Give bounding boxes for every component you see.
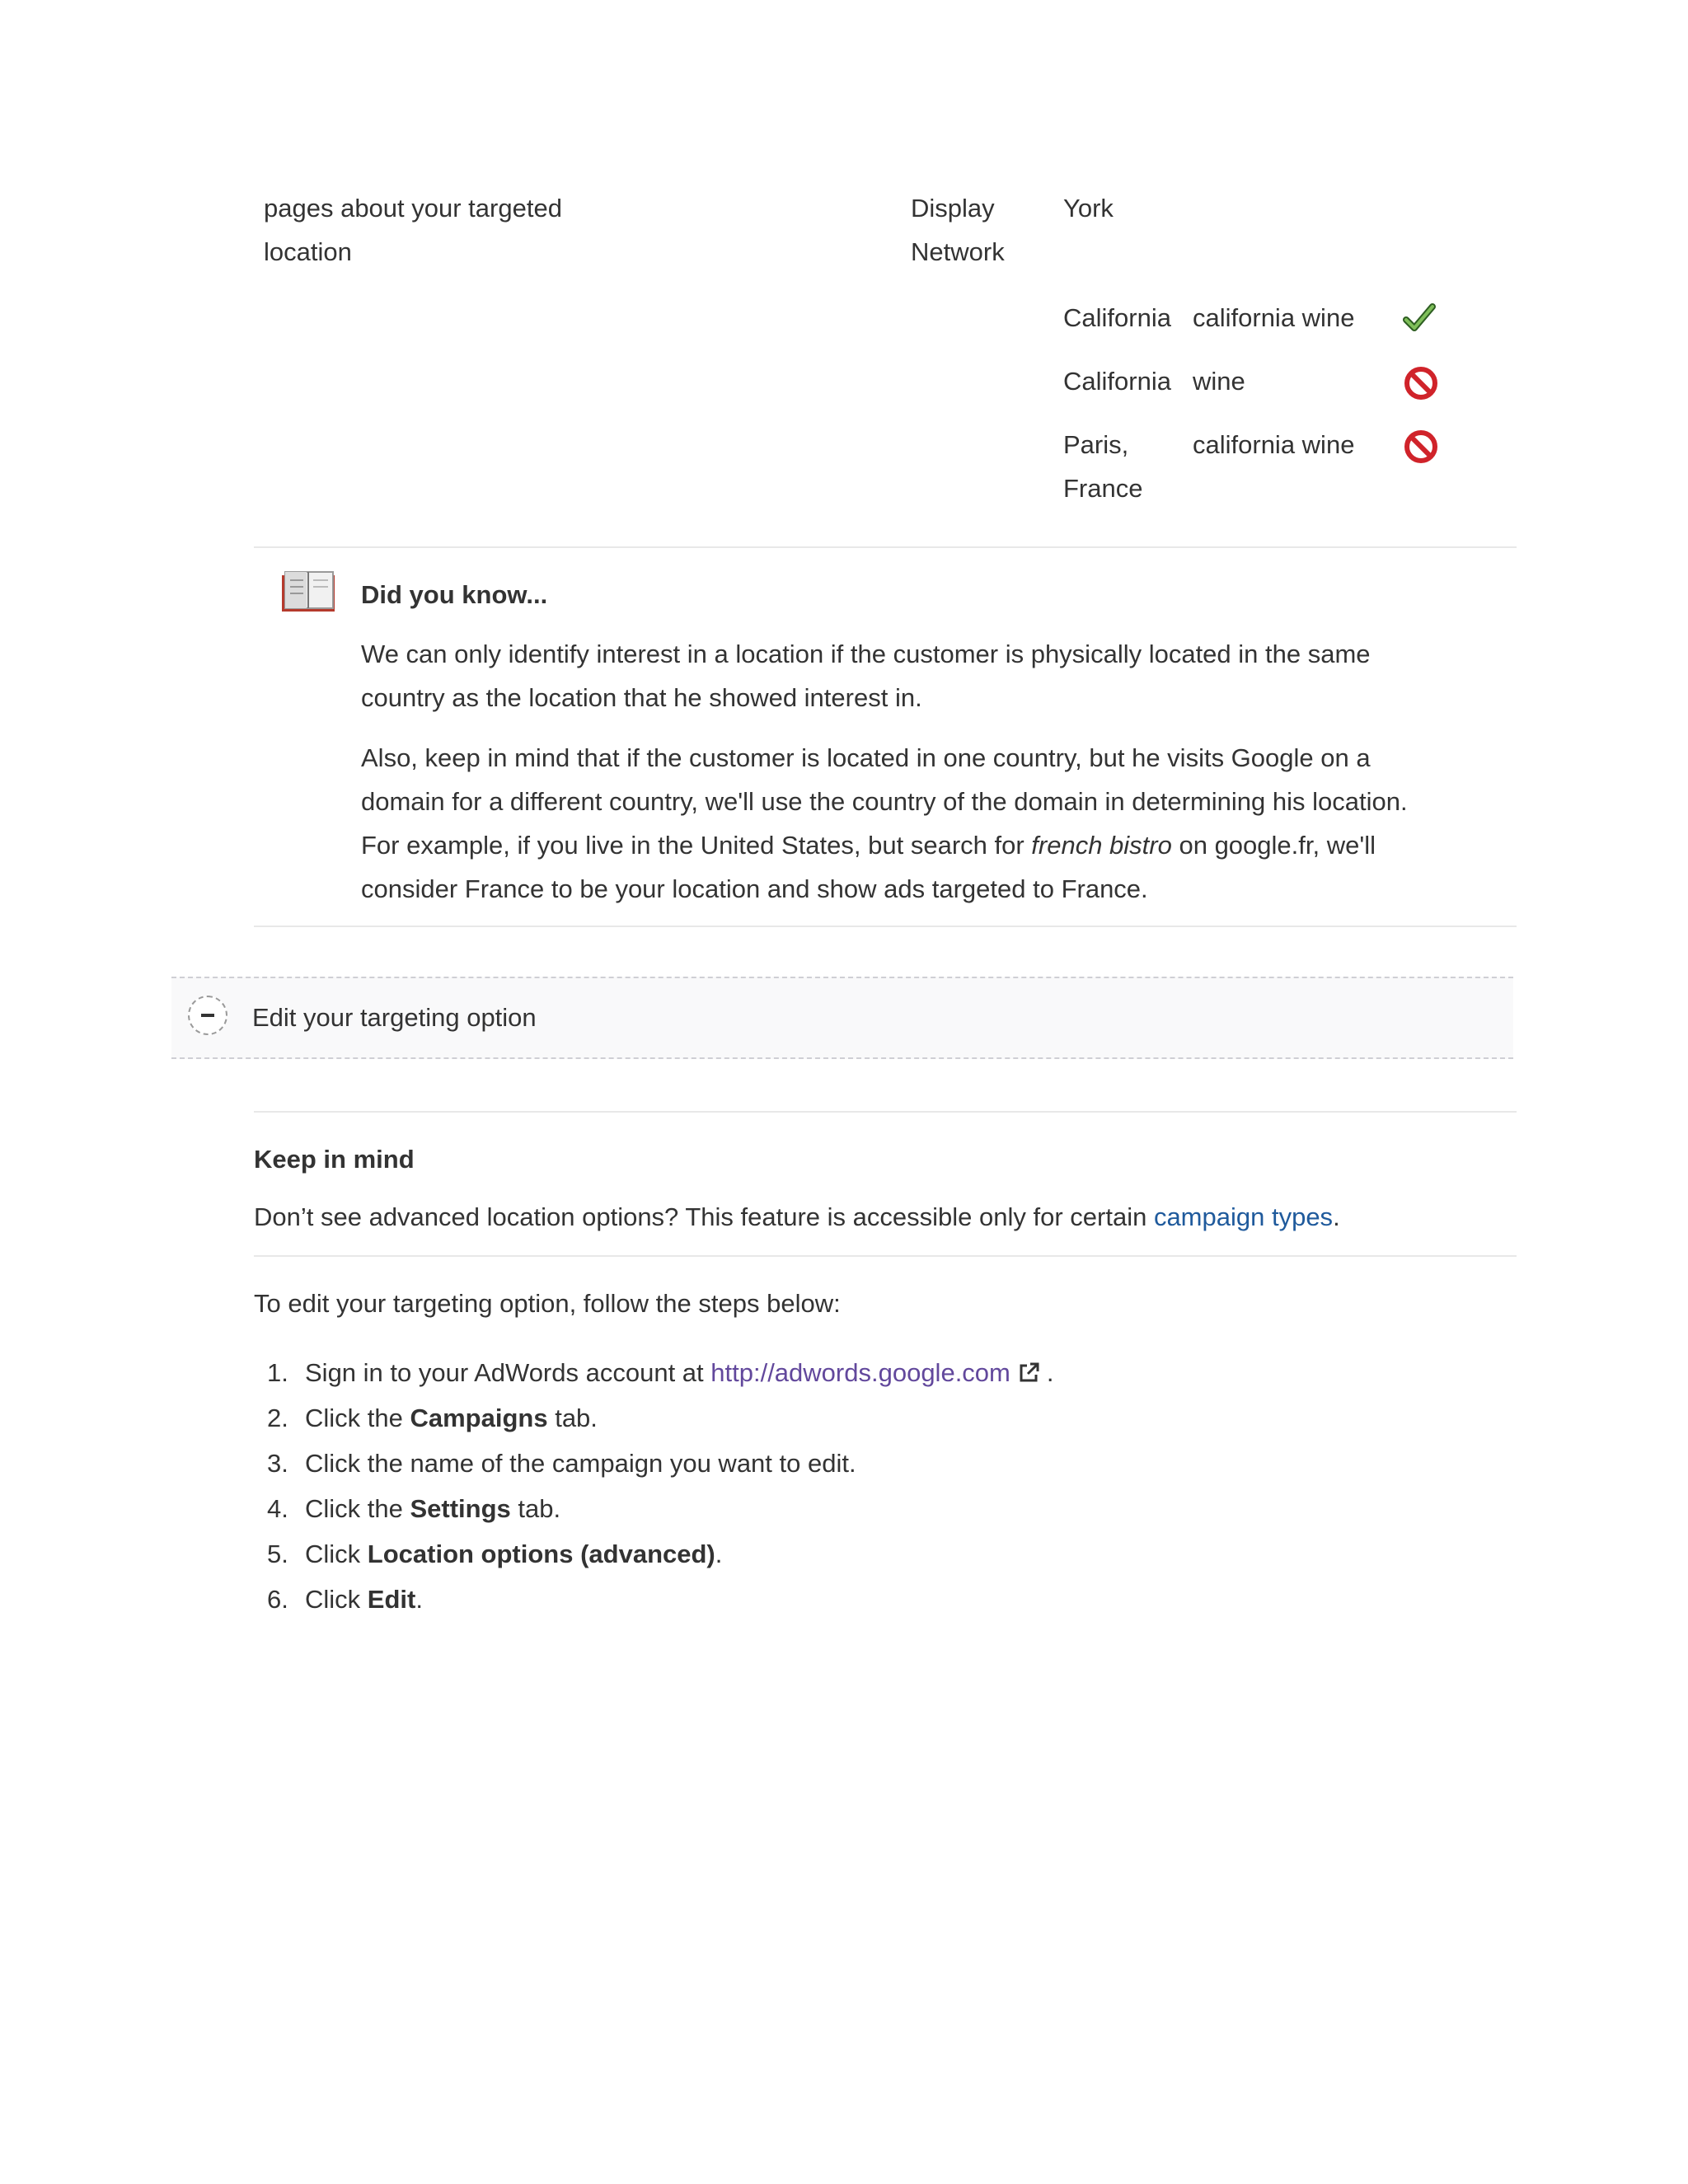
text-line: We can only identify interest in a location if the customer is physically located in the same — [361, 640, 1371, 668]
step-text: Click the — [305, 1494, 410, 1523]
external-link-icon[interactable] — [1019, 1361, 1040, 1383]
row-query: california wine — [1193, 303, 1355, 332]
keep-in-mind-title: Keep in mind — [254, 1145, 415, 1174]
list-item — [254, 1531, 1408, 1577]
text-fragment: Don’t see advanced location options? This feature is accessible only for certain — [254, 1202, 1154, 1231]
divider — [254, 1111, 1517, 1113]
text-line: domain for a different country, we'll use the country of the domain in determining his location. — [361, 787, 1408, 816]
text-fragment: . — [1333, 1202, 1340, 1231]
table-row — [1063, 423, 1142, 510]
table-row — [1063, 359, 1171, 403]
list-item — [254, 1395, 1408, 1441]
step-text: tab. — [547, 1404, 598, 1432]
step-number: 6. — [267, 1585, 288, 1614]
did-you-know-paragraph — [361, 632, 1465, 719]
step-text: . — [715, 1540, 723, 1568]
steps-intro: To edit your targeting option, follow the steps below: — [254, 1289, 841, 1318]
campaign-types-link[interactable]: campaign types — [1153, 1202, 1334, 1231]
row-query: wine — [1193, 367, 1245, 396]
did-you-know-title: Did you know... — [361, 580, 548, 609]
step-number: 4. — [267, 1494, 288, 1523]
text-fragment: For example, if you live in the United States, but search for — [361, 831, 1032, 860]
table-cell-description — [264, 186, 562, 274]
list-item — [254, 1577, 1408, 1622]
divider — [254, 1255, 1517, 1257]
text-line: country as the location that he showed interest in. — [361, 683, 922, 712]
ui-term: Campaigns — [410, 1404, 548, 1432]
description-line: location — [264, 237, 352, 266]
collapse-minus-icon[interactable] — [188, 996, 227, 1035]
did-you-know-body — [361, 632, 1465, 927]
list-item — [254, 1441, 1408, 1486]
table-cell-network — [911, 186, 1005, 274]
row-location: France — [1063, 474, 1143, 503]
row-query: california wine — [1193, 430, 1355, 459]
step-text: Click the name of the campaign you want to edit. — [305, 1449, 856, 1478]
row-location: Paris, — [1063, 430, 1129, 459]
step-number: 5. — [267, 1540, 288, 1568]
step-text: Sign in to your AdWords account at — [305, 1358, 711, 1387]
book-icon — [280, 569, 338, 615]
row-location: California — [1063, 367, 1171, 396]
step-text: Click — [305, 1540, 368, 1568]
check-icon — [1401, 300, 1437, 336]
did-you-know-paragraph — [361, 736, 1465, 911]
row-location: California — [1063, 303, 1171, 332]
table-row — [1063, 296, 1171, 340]
divider — [254, 926, 1517, 927]
step-number: 2. — [267, 1404, 288, 1432]
example-query: french bistro — [1031, 831, 1172, 860]
step-number: 1. — [267, 1358, 288, 1387]
text-line: Also, keep in mind that if the customer is located in one country, but he visits Google on a — [361, 743, 1371, 772]
step-text: tab. — [510, 1494, 561, 1523]
list-item — [254, 1350, 1408, 1395]
ui-term: Edit — [367, 1585, 416, 1614]
step-text: . — [415, 1585, 423, 1614]
network-line: Display — [911, 194, 995, 223]
table-cell-location: York — [1063, 194, 1114, 223]
text-line: consider France to be your location and show ads targeted to France. — [361, 874, 1148, 903]
step-number: 3. — [267, 1449, 288, 1478]
divider — [254, 546, 1517, 548]
ui-term: Settings — [410, 1494, 511, 1523]
text-fragment: on google.fr, we'll — [1171, 831, 1376, 860]
ui-term: Location options (advanced) — [367, 1540, 715, 1568]
step-text: Click the — [305, 1404, 410, 1432]
keep-in-mind-body — [254, 1195, 1507, 1239]
adwords-link[interactable]: http://adwords.google.com — [710, 1358, 1010, 1387]
description-line: pages about your targeted — [264, 194, 562, 223]
list-item — [254, 1486, 1408, 1531]
blocked-icon — [1403, 365, 1439, 401]
step-text: Click — [305, 1585, 368, 1614]
network-line: Network — [911, 237, 1005, 266]
blocked-icon — [1403, 429, 1439, 465]
steps-list — [254, 1350, 1408, 1622]
step-text: . — [1046, 1358, 1054, 1387]
section-title[interactable]: Edit your targeting option — [252, 1003, 537, 1032]
